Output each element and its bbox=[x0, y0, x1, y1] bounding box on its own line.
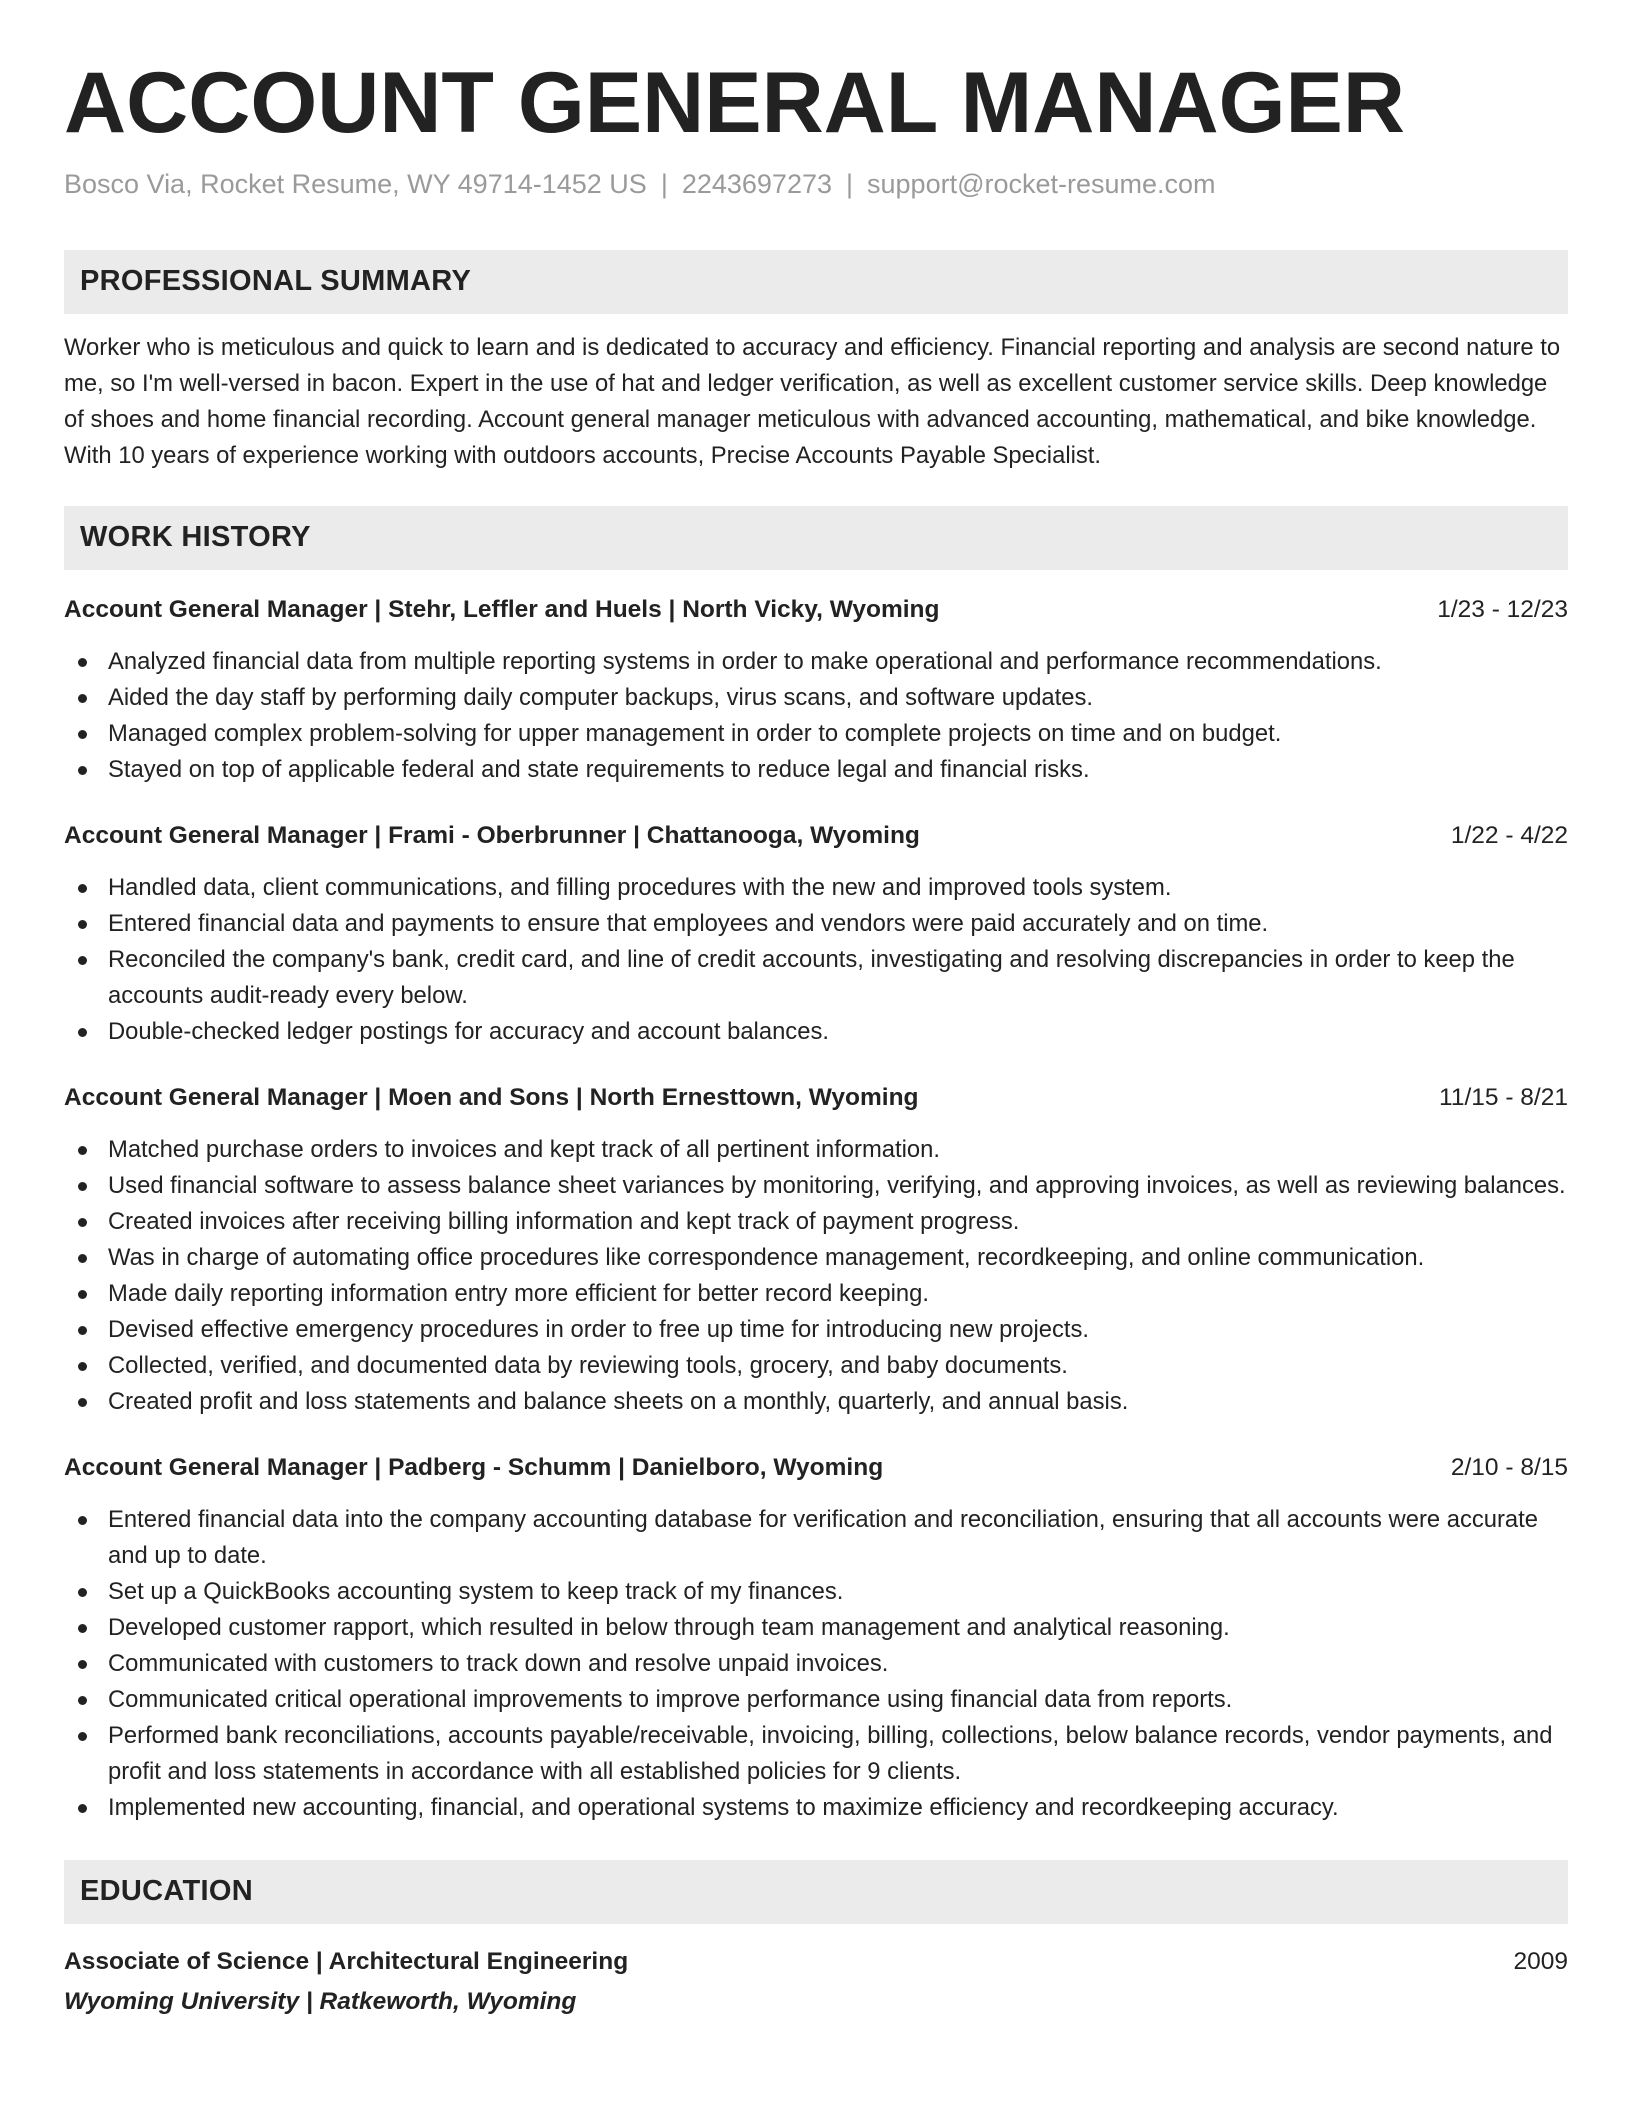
job-bullets bbox=[64, 644, 1568, 788]
education-year: 2009 bbox=[1513, 1947, 1568, 1975]
section-heading-education: EDUCATION bbox=[64, 1860, 1568, 1924]
bullet-item bbox=[64, 1718, 1568, 1790]
bullet-text: Entered financial data and payments to ensure that employees and vendors were paid accurately and on time. bbox=[108, 909, 1269, 937]
job-bullets bbox=[64, 1502, 1568, 1826]
bullet-text: Was in charge of automating office procedures like correspondence management, recordkeeping, and online communication. bbox=[108, 1243, 1425, 1271]
job-header bbox=[64, 1450, 1568, 1486]
job-bullets bbox=[64, 870, 1568, 1050]
bullet-item bbox=[64, 752, 1568, 788]
contact-line bbox=[64, 169, 1568, 200]
education-school: Wyoming University | Ratkeworth, Wyoming bbox=[64, 1987, 577, 2015]
bullet-item bbox=[64, 1276, 1568, 1312]
bullet-text: Entered financial data into the company accounting database for verification and reconciliation, ensuring that all accounts were accurate and up to date. bbox=[108, 1505, 1538, 1569]
job-entry bbox=[64, 818, 1568, 1050]
job-title: Account General Manager | Stehr, Leffler and Huels | North Vicky, Wyoming bbox=[64, 595, 940, 623]
bullet-text: Handled data, client communications, and filling procedures with the new and improved tools system. bbox=[108, 873, 1172, 901]
contact-address: Bosco Via, Rocket Resume, WY 49714-1452 US bbox=[64, 168, 647, 199]
bullet-text: Aided the day staff by performing daily computer backups, virus scans, and software updates. bbox=[108, 683, 1094, 711]
bullet-icon bbox=[78, 1254, 87, 1263]
bullet-icon bbox=[78, 884, 87, 893]
bullet-icon bbox=[78, 920, 87, 929]
job-entry bbox=[64, 1080, 1568, 1420]
bullet-icon bbox=[78, 956, 87, 965]
job-dates: 11/15 - 8/21 bbox=[1439, 1083, 1568, 1111]
job-entry bbox=[64, 1450, 1568, 1826]
bullet-item bbox=[64, 870, 1568, 906]
bullet-icon bbox=[78, 1028, 87, 1037]
bullet-icon bbox=[78, 1588, 87, 1597]
education-header bbox=[64, 1944, 1568, 1980]
bullet-icon bbox=[78, 1398, 87, 1407]
bullet-item bbox=[64, 1646, 1568, 1682]
section-heading-work-history: WORK HISTORY bbox=[64, 506, 1568, 570]
job-header bbox=[64, 1080, 1568, 1116]
bullet-item bbox=[64, 1168, 1568, 1204]
bullet-item bbox=[64, 1204, 1568, 1240]
bullet-text: Communicated with customers to track down and resolve unpaid invoices. bbox=[108, 1649, 889, 1677]
bullet-item bbox=[64, 644, 1568, 680]
bullet-text: Communicated critical operational improvements to improve performance using financial data from reports. bbox=[108, 1685, 1233, 1713]
bullet-item bbox=[64, 716, 1568, 752]
summary-text: Worker who is meticulous and quick to learn and is dedicated to accuracy and efficiency. Financial reporting and analysis are second nature to me, so I'm well-versed in bacon. Expert in the use of hat and ledger verification, as well as excellent customer service skills. Deep knowledge of shoes and home financial recording. Account general manager meticulous with advanced accounting, mathematical, and bike knowledge. With 10 years of experience working with outdoors accounts, Precise Accounts Payable Specialist. bbox=[64, 333, 1561, 469]
bullet-icon bbox=[78, 694, 87, 703]
bullet-icon bbox=[78, 1660, 87, 1669]
job-dates: 2/10 - 8/15 bbox=[1450, 1453, 1568, 1481]
education-degree: Associate of Science | Architectural Engineering bbox=[64, 1947, 629, 1975]
bullet-text: Analyzed financial data from multiple reporting systems in order to make operational and performance recommendations. bbox=[108, 647, 1382, 675]
contact-separator: | bbox=[660, 168, 668, 199]
bullet-icon bbox=[78, 1182, 87, 1191]
bullet-item bbox=[64, 1014, 1568, 1050]
contact-email: support@rocket-resume.com bbox=[867, 168, 1216, 199]
bullet-item bbox=[64, 1682, 1568, 1718]
bullet-text: Matched purchase orders to invoices and kept track of all pertinent information. bbox=[108, 1135, 941, 1163]
job-title: Account General Manager | Moen and Sons | North Ernesttown, Wyoming bbox=[64, 1083, 919, 1111]
bullet-icon bbox=[78, 1696, 87, 1705]
bullet-icon bbox=[78, 1516, 87, 1525]
contact-separator: | bbox=[846, 168, 854, 199]
resume-name: ACCOUNT GENERAL MANAGER bbox=[64, 55, 1405, 151]
bullet-item bbox=[64, 1132, 1568, 1168]
bullet-icon bbox=[78, 766, 87, 775]
bullet-icon bbox=[78, 1326, 87, 1335]
job-dates: 1/22 - 4/22 bbox=[1450, 821, 1568, 849]
job-header bbox=[64, 818, 1568, 854]
bullet-icon bbox=[78, 1146, 87, 1155]
bullet-text: Double-checked ledger postings for accuracy and account balances. bbox=[108, 1017, 829, 1045]
bullet-icon bbox=[78, 1290, 87, 1299]
resume-page bbox=[64, 48, 1568, 2020]
bullet-item bbox=[64, 1502, 1568, 1574]
bullet-icon bbox=[78, 1362, 87, 1371]
section-heading-summary: PROFESSIONAL SUMMARY bbox=[64, 250, 1568, 314]
bullet-text: Created profit and loss statements and balance sheets on a monthly, quarterly, and annual basis. bbox=[108, 1387, 1129, 1415]
bullet-item bbox=[64, 1384, 1568, 1420]
bullet-icon bbox=[78, 730, 87, 739]
bullet-icon bbox=[78, 1218, 87, 1227]
bullet-icon bbox=[78, 1804, 87, 1813]
bullet-text: Collected, verified, and documented data by reviewing tools, grocery, and baby documents. bbox=[108, 1351, 1068, 1379]
bullet-icon bbox=[78, 1624, 87, 1633]
bullet-text: Performed bank reconciliations, accounts payable/receivable, invoicing, billing, collections, below balance records, vendor payments, and profit and loss statements in accordance with all established policies for 9 clients. bbox=[108, 1721, 1553, 1785]
bullet-item bbox=[64, 942, 1568, 1014]
bullet-item bbox=[64, 1312, 1568, 1348]
job-dates: 1/23 - 12/23 bbox=[1437, 595, 1568, 623]
bullet-text: Stayed on top of applicable federal and state requirements to reduce legal and financial risks. bbox=[108, 755, 1090, 783]
job-title: Account General Manager | Frami - Oberbrunner | Chattanooga, Wyoming bbox=[64, 821, 920, 849]
bullet-icon bbox=[78, 658, 87, 667]
bullet-text: Developed customer rapport, which resulted in below through team management and analytical reasoning. bbox=[108, 1613, 1230, 1641]
job-title: Account General Manager | Padberg - Schumm | Danielboro, Wyoming bbox=[64, 1453, 884, 1481]
education-entry bbox=[64, 1944, 1568, 2020]
bullet-text: Devised effective emergency procedures in order to free up time for introducing new projects. bbox=[108, 1315, 1090, 1343]
bullet-item bbox=[64, 680, 1568, 716]
bullet-text: Made daily reporting information entry more efficient for better record keeping. bbox=[108, 1279, 929, 1307]
bullet-text: Created invoices after receiving billing information and kept track of payment progress. bbox=[108, 1207, 1020, 1235]
contact-phone: 2243697273 bbox=[681, 168, 832, 199]
bullet-item bbox=[64, 1610, 1568, 1646]
bullet-icon bbox=[78, 1732, 87, 1741]
bullet-text: Used financial software to assess balance sheet variances by monitoring, verifying, and approving invoices, as well as reviewing balances. bbox=[108, 1171, 1566, 1199]
bullet-item bbox=[64, 1574, 1568, 1610]
job-header bbox=[64, 592, 1568, 628]
bullet-text: Set up a QuickBooks accounting system to keep track of my finances. bbox=[108, 1577, 844, 1605]
job-bullets bbox=[64, 1132, 1568, 1420]
bullet-text: Managed complex problem-solving for upper management in order to complete projects on time and on budget. bbox=[108, 719, 1282, 747]
job-entry bbox=[64, 592, 1568, 788]
bullet-item bbox=[64, 1348, 1568, 1384]
bullet-text: Reconciled the company's bank, credit card, and line of credit accounts, investigating and resolving discrepancies in order to keep the accounts audit-ready every below. bbox=[108, 945, 1515, 1009]
work-history-list bbox=[64, 592, 1568, 1826]
bullet-item bbox=[64, 1240, 1568, 1276]
bullet-text: Implemented new accounting, financial, and operational systems to maximize efficiency and recordkeeping accuracy. bbox=[108, 1793, 1339, 1821]
bullet-item bbox=[64, 906, 1568, 942]
bullet-item bbox=[64, 1790, 1568, 1826]
